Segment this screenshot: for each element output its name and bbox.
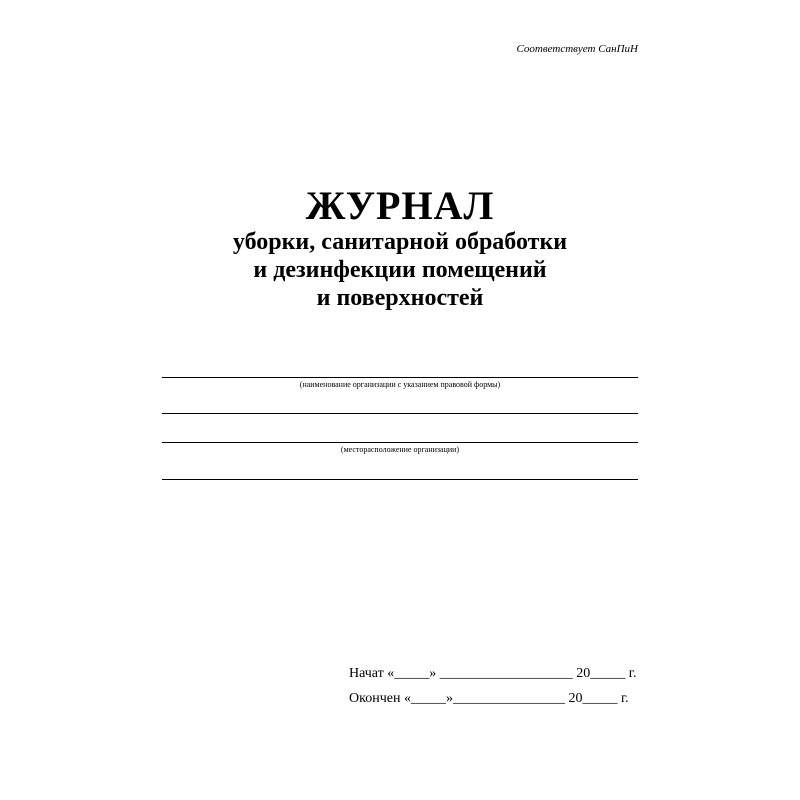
org-name-caption: (наименование организации с указанием правовой формы): [299, 380, 501, 389]
org-name-line: [162, 377, 638, 378]
org-location-caption: (месторасположение организации): [340, 445, 460, 454]
subtitle-line-3: и поверхностей: [316, 285, 484, 311]
subtitle-line-1: уборки, санитарной обработки: [232, 229, 568, 255]
started-date-line: Начат «_____» ___________________ 20_____ г.: [349, 666, 637, 681]
journal-title: ЖУРНАЛ: [305, 183, 495, 228]
org-location-line: [162, 442, 638, 443]
org-location-line-2: [162, 479, 638, 480]
org-name-line-2: [162, 413, 638, 414]
title-block: [0, 184, 800, 312]
subtitle-line-2: и дезинфекции помещений: [253, 257, 547, 283]
compliance-note: Соответствует СанПиН: [516, 43, 638, 55]
finished-date-line: Окончен «_____»________________ 20_____ г.: [349, 691, 629, 706]
